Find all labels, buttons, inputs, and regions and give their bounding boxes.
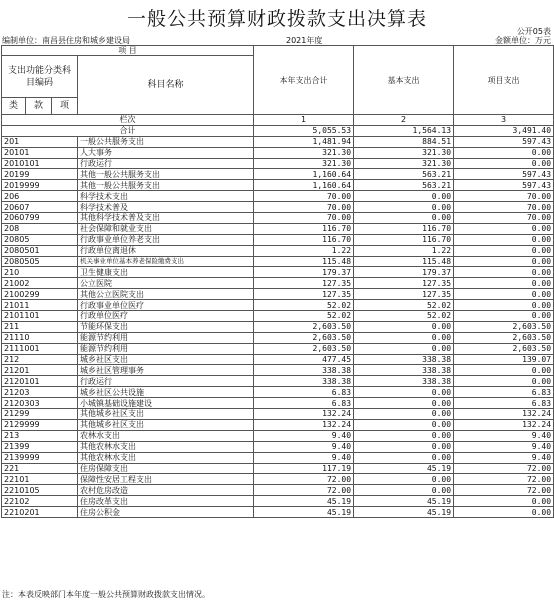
row-subject-name: 其他公立医院支出: [78, 289, 254, 300]
row-basic: 116.70: [354, 234, 454, 245]
table-row: [2, 376, 554, 387]
row-total: 1,160.64: [254, 180, 354, 191]
row-project: 0.00: [454, 507, 554, 518]
row-subject-name: 一般公共服务支出: [78, 136, 254, 147]
table-row: [2, 136, 554, 147]
table-row: [2, 234, 554, 245]
table-row: [2, 267, 554, 278]
row-subject-name: 其他农林水支出: [78, 441, 254, 452]
row-code: 20607: [2, 202, 78, 213]
row-project: 70.00: [454, 213, 554, 224]
report-title: 一般公共预算财政拨款支出决算表: [126, 8, 427, 30]
row-basic: 563.21: [354, 169, 454, 180]
row-total: 6.83: [254, 387, 354, 398]
table-row: [2, 223, 554, 234]
row-basic: 45.19: [354, 507, 454, 518]
row-subject-name: 科学技术普及: [78, 202, 254, 213]
row-code: 22101: [2, 474, 78, 485]
row-total: 45.19: [254, 496, 354, 507]
row-basic: 1.22: [354, 245, 454, 256]
footnote: 注：本表反映部门本年度一般公共预算财政拨款支出情况。: [2, 590, 210, 599]
row-project: 0.00: [454, 278, 554, 289]
row-subject-name: 住房公积金: [78, 507, 254, 518]
row-code: 2129999: [2, 419, 78, 430]
row-total: 2,603.50: [254, 343, 354, 354]
col-number-3: 3: [454, 115, 554, 126]
row-code: 221: [2, 463, 78, 474]
row-basic: 0.00: [354, 409, 454, 420]
row-project: 0.00: [454, 376, 554, 387]
row-basic: 127.35: [354, 289, 454, 300]
row-basic: 0.00: [354, 452, 454, 463]
row-basic: 884.51: [354, 136, 454, 147]
table-row: [2, 474, 554, 485]
row-code: 2101101: [2, 311, 78, 322]
table-row: [2, 169, 554, 180]
row-subject-name: 能源节约利用: [78, 343, 254, 354]
row-code: 208: [2, 223, 78, 234]
table-row: [2, 321, 554, 332]
row-total: 70.00: [254, 191, 354, 202]
row-project: 597.43: [454, 169, 554, 180]
row-subject-name: 公立医院: [78, 278, 254, 289]
row-code: 2080505: [2, 256, 78, 267]
row-total: 70.00: [254, 202, 354, 213]
table-row: [2, 343, 554, 354]
row-total: 1.22: [254, 245, 354, 256]
row-subject-name: 农林水支出: [78, 430, 254, 441]
row-total: 45.19: [254, 507, 354, 518]
header-total: 本年支出合计: [254, 46, 354, 115]
row-project: 72.00: [454, 463, 554, 474]
total-amount: 5,055.53: [254, 125, 354, 136]
row-subject-name: 其他科学技术普及支出: [78, 213, 254, 224]
row-project: 597.43: [454, 180, 554, 191]
row-basic: 0.00: [354, 343, 454, 354]
row-basic: 0.00: [354, 321, 454, 332]
row-subject-name: 能源节约利用: [78, 332, 254, 343]
table-row: [2, 430, 554, 441]
row-total: 321.30: [254, 147, 354, 158]
row-code: 21299: [2, 409, 78, 420]
table-row: [2, 452, 554, 463]
currency-unit: 金额单位：万元: [495, 36, 551, 45]
row-total: 1,481.94: [254, 136, 354, 147]
row-total: 132.24: [254, 419, 354, 430]
row-basic: 45.19: [354, 463, 454, 474]
row-basic: 321.30: [354, 158, 454, 169]
row-basic: 338.38: [354, 354, 454, 365]
row-total: 72.00: [254, 485, 354, 496]
row-code: 2100299: [2, 289, 78, 300]
table-row: [2, 398, 554, 409]
table-row: [2, 332, 554, 343]
row-project: 6.83: [454, 387, 554, 398]
row-total: 321.30: [254, 158, 354, 169]
row-basic: 0.00: [354, 332, 454, 343]
row-subject-name: 机关事业单位基本养老保险缴费支出: [78, 256, 254, 267]
row-basic: 0.00: [354, 191, 454, 202]
row-basic: 0.00: [354, 419, 454, 430]
row-total: 2,603.50: [254, 321, 354, 332]
row-total: 117.19: [254, 463, 354, 474]
row-basic: 0.00: [354, 441, 454, 452]
row-project: 0.00: [454, 245, 554, 256]
row-basic: 0.00: [354, 398, 454, 409]
row-project: 0.00: [454, 289, 554, 300]
row-subject-name: 行政运行: [78, 158, 254, 169]
row-code: 20199: [2, 169, 78, 180]
row-total: 179.37: [254, 267, 354, 278]
row-subject-name: 其他一般公共服务支出: [78, 169, 254, 180]
row-project: 70.00: [454, 202, 554, 213]
row-total: 2,603.50: [254, 332, 354, 343]
row-code: 20805: [2, 234, 78, 245]
table-row: [2, 180, 554, 191]
col-number-2: 2: [354, 115, 454, 126]
row-subject-name: 人大事务: [78, 147, 254, 158]
header-section: 款: [26, 98, 52, 115]
row-total: 52.02: [254, 311, 354, 322]
row-code: 2060799: [2, 213, 78, 224]
row-basic: 115.48: [354, 256, 454, 267]
row-project: 2,603.50: [454, 332, 554, 343]
row-basic: 563.21: [354, 180, 454, 191]
table-row: [2, 441, 554, 452]
table-row: [2, 147, 554, 158]
row-subject-name: 行政单位医疗: [78, 311, 254, 322]
row-subject-name: 行政运行: [78, 376, 254, 387]
row-project: 9.40: [454, 441, 554, 452]
row-subject-name: 城乡社区公共设施: [78, 387, 254, 398]
table-row: [2, 354, 554, 365]
table-row: [2, 191, 554, 202]
row-basic: 0.00: [354, 430, 454, 441]
row-project: 6.83: [454, 398, 554, 409]
row-project: 0.00: [454, 311, 554, 322]
row-code: 22102: [2, 496, 78, 507]
row-subject-name: 其他城乡社区支出: [78, 419, 254, 430]
row-basic: 45.19: [354, 496, 454, 507]
row-basic: 52.02: [354, 300, 454, 311]
table-row: [2, 202, 554, 213]
table-row: [2, 158, 554, 169]
row-project: 2,603.50: [454, 321, 554, 332]
col-number-1: 1: [254, 115, 354, 126]
row-code: 2120303: [2, 398, 78, 409]
table-row: [2, 278, 554, 289]
row-subject-name: 农村危房改造: [78, 485, 254, 496]
row-total: 9.40: [254, 441, 354, 452]
row-code: 201: [2, 136, 78, 147]
row-basic: 338.38: [354, 365, 454, 376]
row-total: 6.83: [254, 398, 354, 409]
unit-label: 编制单位：南昌县住房和城乡建设局: [2, 36, 130, 45]
row-project: 9.40: [454, 430, 554, 441]
row-code: 2080501: [2, 245, 78, 256]
row-project: 0.00: [454, 223, 554, 234]
row-subject-name: 小城镇基础设施建设: [78, 398, 254, 409]
row-project: 0.00: [454, 256, 554, 267]
table-row: [2, 463, 554, 474]
expenditure-table: [1, 45, 554, 518]
row-total: 116.70: [254, 234, 354, 245]
row-code: 21002: [2, 278, 78, 289]
row-basic: 52.02: [354, 311, 454, 322]
row-total: 116.70: [254, 223, 354, 234]
row-code: 20101: [2, 147, 78, 158]
row-code: 2139999: [2, 452, 78, 463]
row-basic: 0.00: [354, 474, 454, 485]
row-subject-name: 住房改革支出: [78, 496, 254, 507]
total-row: [2, 125, 554, 136]
row-project: 597.43: [454, 136, 554, 147]
row-total: 338.38: [254, 365, 354, 376]
row-project: 0.00: [454, 300, 554, 311]
row-subject-name: 城乡社区管理事务: [78, 365, 254, 376]
row-code: 213: [2, 430, 78, 441]
row-project: 9.40: [454, 452, 554, 463]
table-row: [2, 387, 554, 398]
row-project: 0.00: [454, 496, 554, 507]
header-class: 类: [2, 98, 26, 115]
row-project: 132.24: [454, 409, 554, 420]
row-basic: 321.30: [354, 147, 454, 158]
row-subject-name: 科学技术支出: [78, 191, 254, 202]
total-basic: 1,564.13: [354, 125, 454, 136]
table-row: [2, 213, 554, 224]
row-basic: 0.00: [354, 485, 454, 496]
row-subject-name: 行政单位离退休: [78, 245, 254, 256]
row-total: 52.02: [254, 300, 354, 311]
header-item-col: 项: [52, 98, 78, 115]
total-project: 3,491.40: [454, 125, 554, 136]
table-row: [2, 365, 554, 376]
row-subject-name: 卫生健康支出: [78, 267, 254, 278]
row-code: 212: [2, 354, 78, 365]
row-number-label: 栏次: [2, 115, 254, 126]
fiscal-year: 2021年度: [286, 36, 323, 45]
row-project: 139.07: [454, 354, 554, 365]
row-code: 21203: [2, 387, 78, 398]
row-code: 21011: [2, 300, 78, 311]
row-code: 2120101: [2, 376, 78, 387]
row-code: 2010101: [2, 158, 78, 169]
row-subject-name: 其他农林水支出: [78, 452, 254, 463]
row-project: 0.00: [454, 365, 554, 376]
row-code: 21201: [2, 365, 78, 376]
row-basic: 116.70: [354, 223, 454, 234]
table-row: [2, 409, 554, 420]
row-code: 2210201: [2, 507, 78, 518]
table-row: [2, 289, 554, 300]
row-code: 211: [2, 321, 78, 332]
row-code: 21399: [2, 441, 78, 452]
total-label: 合计: [2, 125, 254, 136]
row-total: 338.38: [254, 376, 354, 387]
row-subject-name: 保障性安居工程支出: [78, 474, 254, 485]
header-subject-name: 科目名称: [78, 56, 254, 115]
header-item: 项 目: [2, 46, 254, 56]
row-total: 127.35: [254, 289, 354, 300]
row-basic: 127.35: [354, 278, 454, 289]
row-subject-name: 其他一般公共服务支出: [78, 180, 254, 191]
table-row: [2, 311, 554, 322]
row-total: 477.45: [254, 354, 354, 365]
header-function-code: 支出功能分类科目编码: [2, 56, 78, 98]
row-project: 0.00: [454, 234, 554, 245]
table-row: [2, 300, 554, 311]
header-basic: 基本支出: [354, 46, 454, 115]
row-subject-name: 社会保障和就业支出: [78, 223, 254, 234]
row-total: 70.00: [254, 213, 354, 224]
table-code: 公开05表: [516, 27, 551, 36]
table-row: [2, 245, 554, 256]
row-total: 9.40: [254, 452, 354, 463]
row-code: 210: [2, 267, 78, 278]
row-total: 1,160.64: [254, 169, 354, 180]
table-row: [2, 256, 554, 267]
row-code: 206: [2, 191, 78, 202]
row-project: 0.00: [454, 158, 554, 169]
row-subject-name: 行政事业单位医疗: [78, 300, 254, 311]
row-total: 132.24: [254, 409, 354, 420]
row-subject-name: 其他城乡社区支出: [78, 409, 254, 420]
row-total: 9.40: [254, 430, 354, 441]
row-code: 21110: [2, 332, 78, 343]
row-project: 0.00: [454, 267, 554, 278]
row-basic: 0.00: [354, 213, 454, 224]
row-total: 127.35: [254, 278, 354, 289]
row-total: 115.48: [254, 256, 354, 267]
table-row: [2, 485, 554, 496]
row-project: 2,603.50: [454, 343, 554, 354]
row-subject-name: 住房保障支出: [78, 463, 254, 474]
row-project: 132.24: [454, 419, 554, 430]
row-code: 2111001: [2, 343, 78, 354]
row-project: 72.00: [454, 474, 554, 485]
header-project: 项目支出: [454, 46, 554, 115]
row-subject-name: 行政事业单位养老支出: [78, 234, 254, 245]
table-row: [2, 507, 554, 518]
table-row: [2, 419, 554, 430]
row-project: 70.00: [454, 191, 554, 202]
table-row: [2, 496, 554, 507]
row-project: 0.00: [454, 147, 554, 158]
row-code: 2210105: [2, 485, 78, 496]
row-total: 72.00: [254, 474, 354, 485]
row-subject-name: 节能环保支出: [78, 321, 254, 332]
row-code: 2019999: [2, 180, 78, 191]
row-basic: 179.37: [354, 267, 454, 278]
row-basic: 338.38: [354, 376, 454, 387]
row-basic: 0.00: [354, 202, 454, 213]
row-subject-name: 城乡社区支出: [78, 354, 254, 365]
row-project: 72.00: [454, 485, 554, 496]
row-basic: 0.00: [354, 387, 454, 398]
